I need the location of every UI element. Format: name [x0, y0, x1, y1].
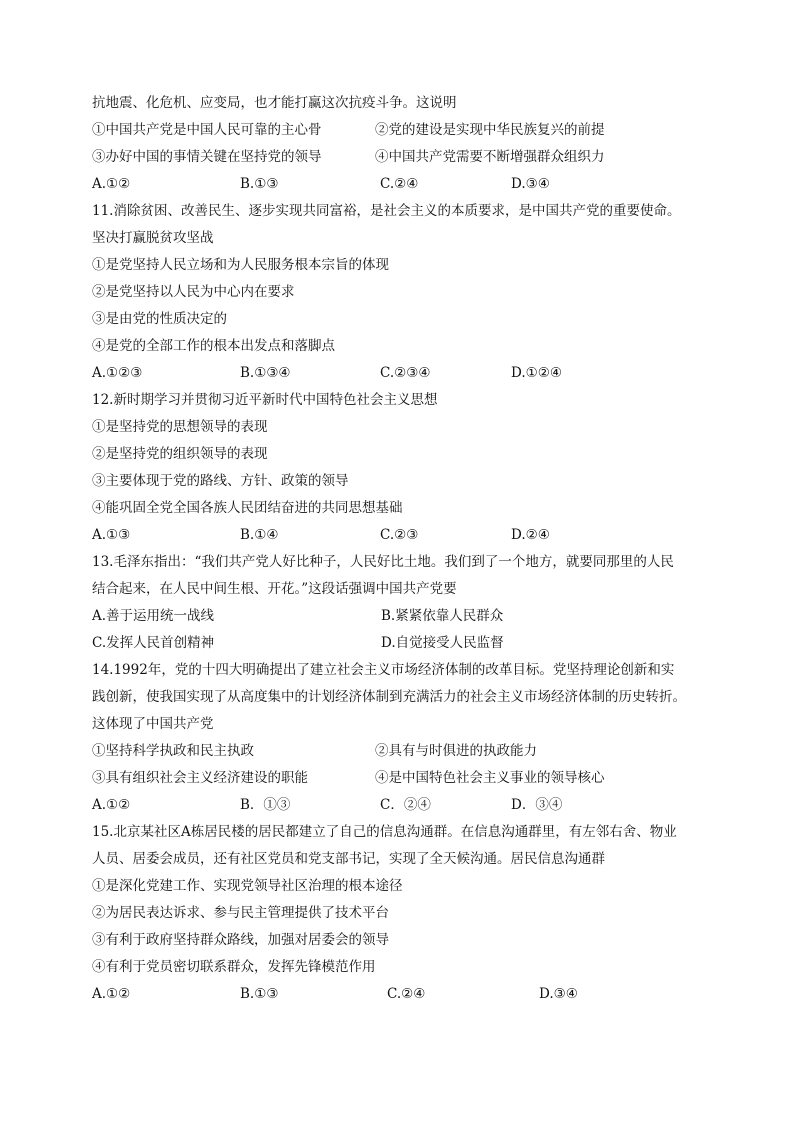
q10-statements-row-1 [92, 117, 712, 144]
q12-option-b[interactable]: B.①④ [240, 527, 279, 543]
q15-option-a[interactable]: A.①② [92, 986, 131, 1002]
q13-option-b[interactable]: B.紧紧依靠人民群众 [381, 608, 504, 624]
q12-statement-3: ③主要体现于党的路线、方针、政策的领导 [92, 473, 349, 489]
q12-stem: 12.新时期学习并贯彻习近平新时代中国特色社会主义思想 [92, 392, 438, 408]
q14-statement-3: ③具有组织社会主义经济建设的职能 [92, 770, 308, 786]
q11-options [92, 360, 712, 387]
exam-page [92, 90, 712, 1008]
q12-option-c[interactable]: C.②③ [380, 527, 419, 543]
q12-options [92, 522, 712, 549]
q11-option-a[interactable]: A.①②③ [92, 365, 143, 381]
q11-option-c[interactable]: C.②③④ [380, 365, 431, 381]
q14-statements-row-2 [92, 765, 712, 792]
q13-stem-line-2: 结合起来，在人民中间生根、开花。”这段话强调中国共产党要 [92, 581, 457, 597]
q12-statement-2: ②是坚持党的组织领导的表现 [92, 446, 268, 462]
q13-options-row-1 [92, 603, 712, 630]
q13-option-a[interactable]: A.善于运用统一战线 [92, 608, 215, 624]
q15-option-c[interactable]: C.②④ [387, 986, 426, 1002]
q14-stem-line-3: 这体现了中国共产党 [92, 716, 214, 732]
q11-stem-line-1: 11.消除贫困、改善民生、逐步实现共同富裕，是社会主义的本质要求，是中国共产党的重要使命。 [92, 203, 681, 219]
q14-stem-line-1: 14.1992年，党的十四大明确提出了建立社会主义市场经济体制的改革目标。党坚持理论创新和实 [92, 662, 675, 678]
q15-statement-2: ②为居民表达诉求、参与民主管理提供了技术平台 [92, 905, 389, 921]
q10-option-b[interactable]: B.①③ [240, 176, 279, 192]
q10-option-a[interactable]: A.①② [92, 176, 131, 192]
q10-statement-4: ④中国共产党需要不断增强群众组织力 [375, 149, 605, 165]
q10-stem: 抗地震、化危机、应变局，也才能打赢这次抗疫斗争。这说明 [92, 95, 457, 111]
q14-stem-line-2: 践创新，使我国实现了从高度集中的计划经济体制到充满活力的社会主义市场经济体制的历史转折。 [92, 689, 686, 705]
q10-statement-3: ③办好中国的事情关键在坚持党的领导 [92, 149, 322, 165]
q14-statements-row-1 [92, 738, 712, 765]
q13-option-c[interactable]: C.发挥人民首创精神 [92, 635, 215, 651]
q11-statement-4: ④是党的全部工作的根本出发点和落脚点 [92, 338, 335, 354]
q11-option-d[interactable]: D.①②④ [511, 365, 562, 381]
q13-options-row-2 [92, 630, 712, 657]
q10-statement-2: ②党的建设是实现中华民族复兴的前提 [375, 122, 605, 138]
q15-statement-3: ③有利于政府坚持群众路线，加强对居委会的领导 [92, 932, 389, 948]
q14-options [92, 792, 712, 819]
q15-stem-line-2: 人员、居委会成员，还有社区党员和党支部书记，实现了全天候沟通。居民信息沟通群 [92, 851, 605, 867]
q10-statements-row-2 [92, 144, 712, 171]
q12-option-d[interactable]: D.②④ [511, 527, 550, 543]
q14-option-b[interactable]: B．①③ [240, 797, 291, 813]
q14-option-d[interactable]: D．③④ [511, 797, 563, 813]
q15-stem-line-1: 15.北京某社区A栋居民楼的居民都建立了自己的信息沟通群。在信息沟通群里，有左邻右舍、物业 [92, 824, 677, 840]
q11-statement-3: ③是由党的性质决定的 [92, 311, 227, 327]
q14-statement-2: ②具有与时俱进的执政能力 [375, 743, 537, 759]
q10-statement-1: ①中国共产党是中国人民可靠的主心骨 [92, 122, 322, 138]
q13-stem-line-1: 13.毛泽东指出：“我们共产党人好比种子，人民好比土地。我们到了一个地方，就要同那里的人民 [92, 554, 674, 570]
q11-stem-line-2: 坚决打赢脱贫攻坚战 [92, 230, 214, 246]
q12-statement-4: ④能巩固全党全国各族人民团结奋进的共同思想基础 [92, 500, 403, 516]
q14-statement-1: ①坚持科学执政和民主执政 [92, 743, 254, 759]
q15-statement-1: ①是深化党建工作、实现党领导社区治理的根本途径 [92, 878, 403, 894]
q15-option-d[interactable]: D.③④ [539, 986, 578, 1002]
q14-option-c[interactable]: C．②④ [380, 797, 431, 813]
q13-option-d[interactable]: D.自觉接受人民监督 [381, 635, 504, 651]
q12-option-a[interactable]: A.①③ [92, 527, 131, 543]
q14-option-a[interactable]: A.①② [92, 797, 131, 813]
q10-option-c[interactable]: C.②④ [380, 176, 419, 192]
q15-option-b[interactable]: B.①③ [240, 986, 279, 1002]
q11-option-b[interactable]: B.①③④ [240, 365, 291, 381]
q12-statement-1: ①是坚持党的思想领导的表现 [92, 419, 268, 435]
q15-options [92, 981, 712, 1008]
q11-statement-2: ②是党坚持以人民为中心内在要求 [92, 284, 295, 300]
q15-statement-4: ④有利于党员密切联系群众，发挥先锋模范作用 [92, 959, 376, 975]
q11-statement-1: ①是党坚持人民立场和为人民服务根本宗旨的体现 [92, 257, 389, 273]
q10-option-d[interactable]: D.③④ [511, 176, 550, 192]
q10-options [92, 171, 712, 198]
q14-statement-4: ④是中国特色社会主义事业的领导核心 [375, 770, 605, 786]
